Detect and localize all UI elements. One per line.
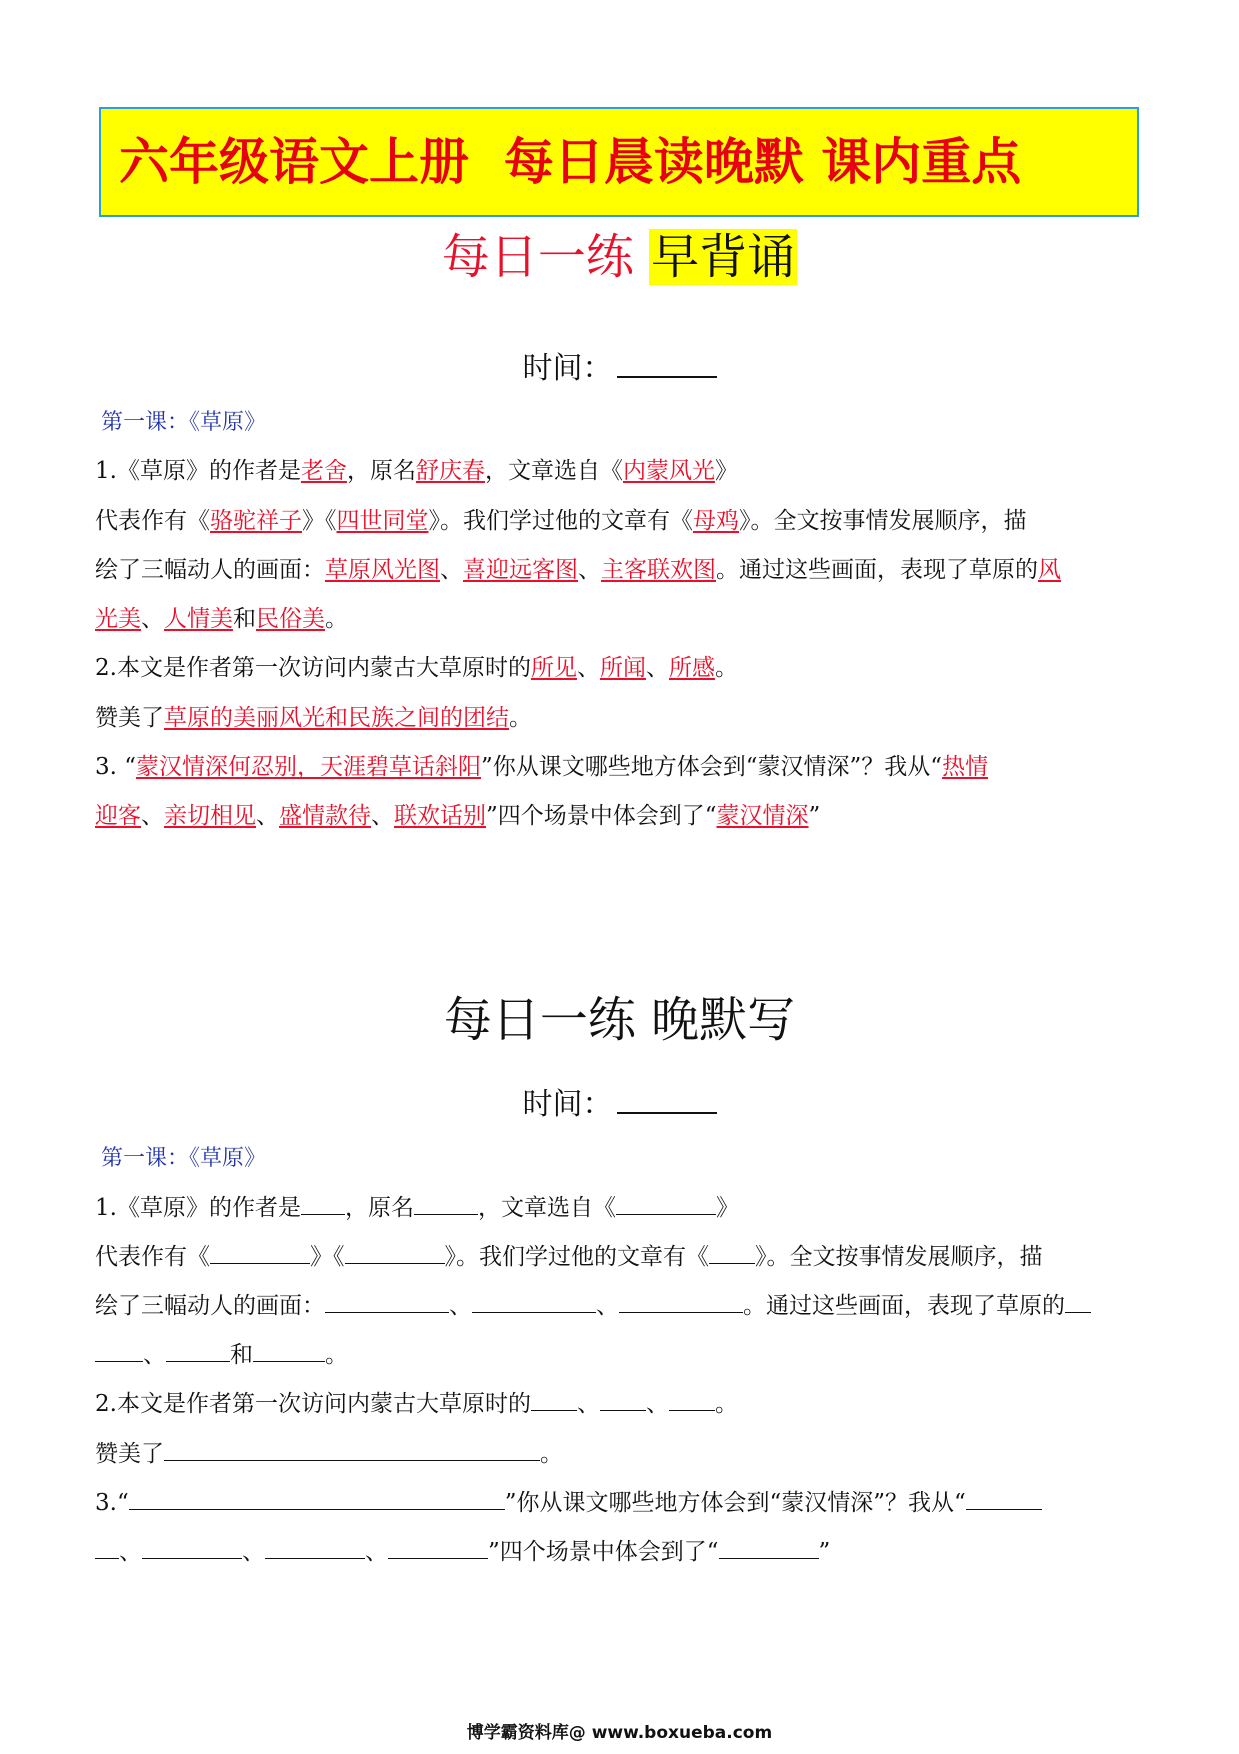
blank[interactable] <box>95 1534 119 1559</box>
blank[interactable] <box>388 1534 488 1559</box>
morning-time-label: 时间： <box>522 351 613 386</box>
morning-line-1: 1.《草原》的作者是老舍，原名舒庆春，文章选自《内蒙风光》 <box>95 458 738 484</box>
morning-line-8: 迎客、亲切相见、盛情款待、联欢话别”四个场景中体会到了“蒙汉情深” <box>95 803 821 829</box>
answer: 蒙汉情深何忍别，天涯碧草话斜阳 <box>136 754 482 780</box>
answer: 迎客 <box>95 803 141 829</box>
evening-time-line <box>0 1082 1239 1125</box>
evening-line-6: 赞美了 。 <box>95 1436 1150 1470</box>
blank[interactable] <box>472 1288 596 1313</box>
morning-line-4: 光美、人情美和民俗美。 <box>95 606 348 632</box>
evening-title: 每日一练 晚默写 <box>443 992 796 1048</box>
morning-line-6: 赞美了草原的美丽风光和民族之间的团结。 <box>95 705 532 731</box>
blank[interactable] <box>142 1534 242 1559</box>
blank[interactable] <box>265 1534 365 1559</box>
morning-title-highlight: 早背诵 <box>651 229 796 285</box>
morning-line-5: 2.本文是作者第一次访问内蒙古大草原时的所见、所闻、所感。 <box>95 655 738 681</box>
blank[interactable] <box>95 1337 143 1362</box>
page-banner: 六年级语文上册 每日晨读晚默 课内重点 <box>99 107 1139 217</box>
blank[interactable] <box>669 1386 715 1411</box>
evening-time-blank[interactable] <box>617 1082 717 1114</box>
answer: 风 <box>1038 557 1061 583</box>
answer: 热情 <box>942 754 989 780</box>
blank[interactable] <box>129 1485 505 1510</box>
answer: 民俗美 <box>256 606 325 632</box>
blank[interactable] <box>619 1288 743 1313</box>
blank[interactable] <box>325 1288 449 1313</box>
blank[interactable] <box>966 1485 1042 1510</box>
blank[interactable] <box>164 1436 540 1461</box>
blank[interactable] <box>166 1337 230 1362</box>
answer: 蒙汉情深 <box>716 803 809 829</box>
answer: 喜迎远客图 <box>463 557 578 583</box>
answer: 四世同堂 <box>336 508 429 534</box>
evening-line-4: 、 和 。 <box>95 1337 1150 1371</box>
answer: 盛情款待 <box>279 803 371 829</box>
blank[interactable] <box>301 1190 345 1215</box>
footer-watermark: 博学霸资料库@ www.boxueba.com <box>466 1723 773 1743</box>
evening-time-label: 时间： <box>522 1087 613 1122</box>
answer: 联欢话别 <box>394 803 486 829</box>
answer: 光美 <box>95 606 141 632</box>
evening-line-1: 1.《草原》的作者是 ，原名 ，文章选自《 》 <box>95 1190 1150 1224</box>
blank[interactable] <box>1065 1288 1091 1313</box>
blank[interactable] <box>600 1386 646 1411</box>
morning-time-blank[interactable] <box>617 346 717 378</box>
answer: 骆驼祥子 <box>210 508 302 534</box>
blank[interactable] <box>253 1337 325 1362</box>
answer: 舒庆春 <box>415 458 485 484</box>
blank[interactable] <box>414 1190 478 1215</box>
answer: 主客联欢图 <box>601 557 716 583</box>
evening-line-2: 代表作有《 》《 》。我们学过他的文章有《 》。全文按事情发展顺序，描 <box>95 1239 1150 1273</box>
blank[interactable] <box>719 1534 819 1559</box>
morning-line-3: 绘了三幅动人的画面：草原风光图、喜迎远客图、主客联欢图。通过这些画面，表现了草原的风 <box>95 557 1061 583</box>
blank[interactable] <box>531 1386 577 1411</box>
answer: 内蒙风光 <box>622 458 715 484</box>
blank[interactable] <box>345 1239 445 1264</box>
answer: 所闻 <box>599 655 646 681</box>
answer: 母鸡 <box>693 508 739 534</box>
morning-line-2: 代表作有《骆驼祥子》《四世同堂》。我们学过他的文章有《母鸡》。全文按事情发展顺序，描 <box>95 508 1027 534</box>
answer: 所感 <box>668 655 715 681</box>
morning-title-prefix: 每日一练 <box>441 229 634 285</box>
evening-lesson-heading: 第一课：《草原》 <box>101 1146 267 1171</box>
blank[interactable] <box>616 1190 716 1215</box>
answer: 所见 <box>530 655 577 681</box>
answer: 老舍 <box>300 458 347 484</box>
answer: 草原风光图 <box>325 557 440 583</box>
blank[interactable] <box>210 1239 310 1264</box>
answer: 人情美 <box>164 606 233 632</box>
blank[interactable] <box>709 1239 755 1264</box>
morning-time-line <box>0 346 1239 389</box>
answer: 亲切相见 <box>164 803 256 829</box>
answer: 草原的美丽风光和民族之间的团结 <box>164 705 509 731</box>
morning-lesson-heading: 第一课：《草原》 <box>101 410 267 435</box>
evening-line-3: 绘了三幅动人的画面： 、 、 。通过这些画面，表现了草原的 <box>95 1288 1150 1322</box>
morning-line-7: 3. “蒙汉情深何忍别，天涯碧草话斜阳”你从课文哪些地方体会到“蒙汉情深”？我从“热情 <box>95 754 989 780</box>
evening-line-7: 3.“ ”你从课文哪些地方体会到“蒙汉情深”？我从“ <box>95 1485 1150 1519</box>
evening-line-8: 、 、 、 ”四个场景中体会到了“ ” <box>95 1534 1150 1568</box>
morning-title <box>0 227 1239 287</box>
evening-line-5: 2.本文是作者第一次访问内蒙古大草原时的 、 、 。 <box>95 1386 1150 1420</box>
